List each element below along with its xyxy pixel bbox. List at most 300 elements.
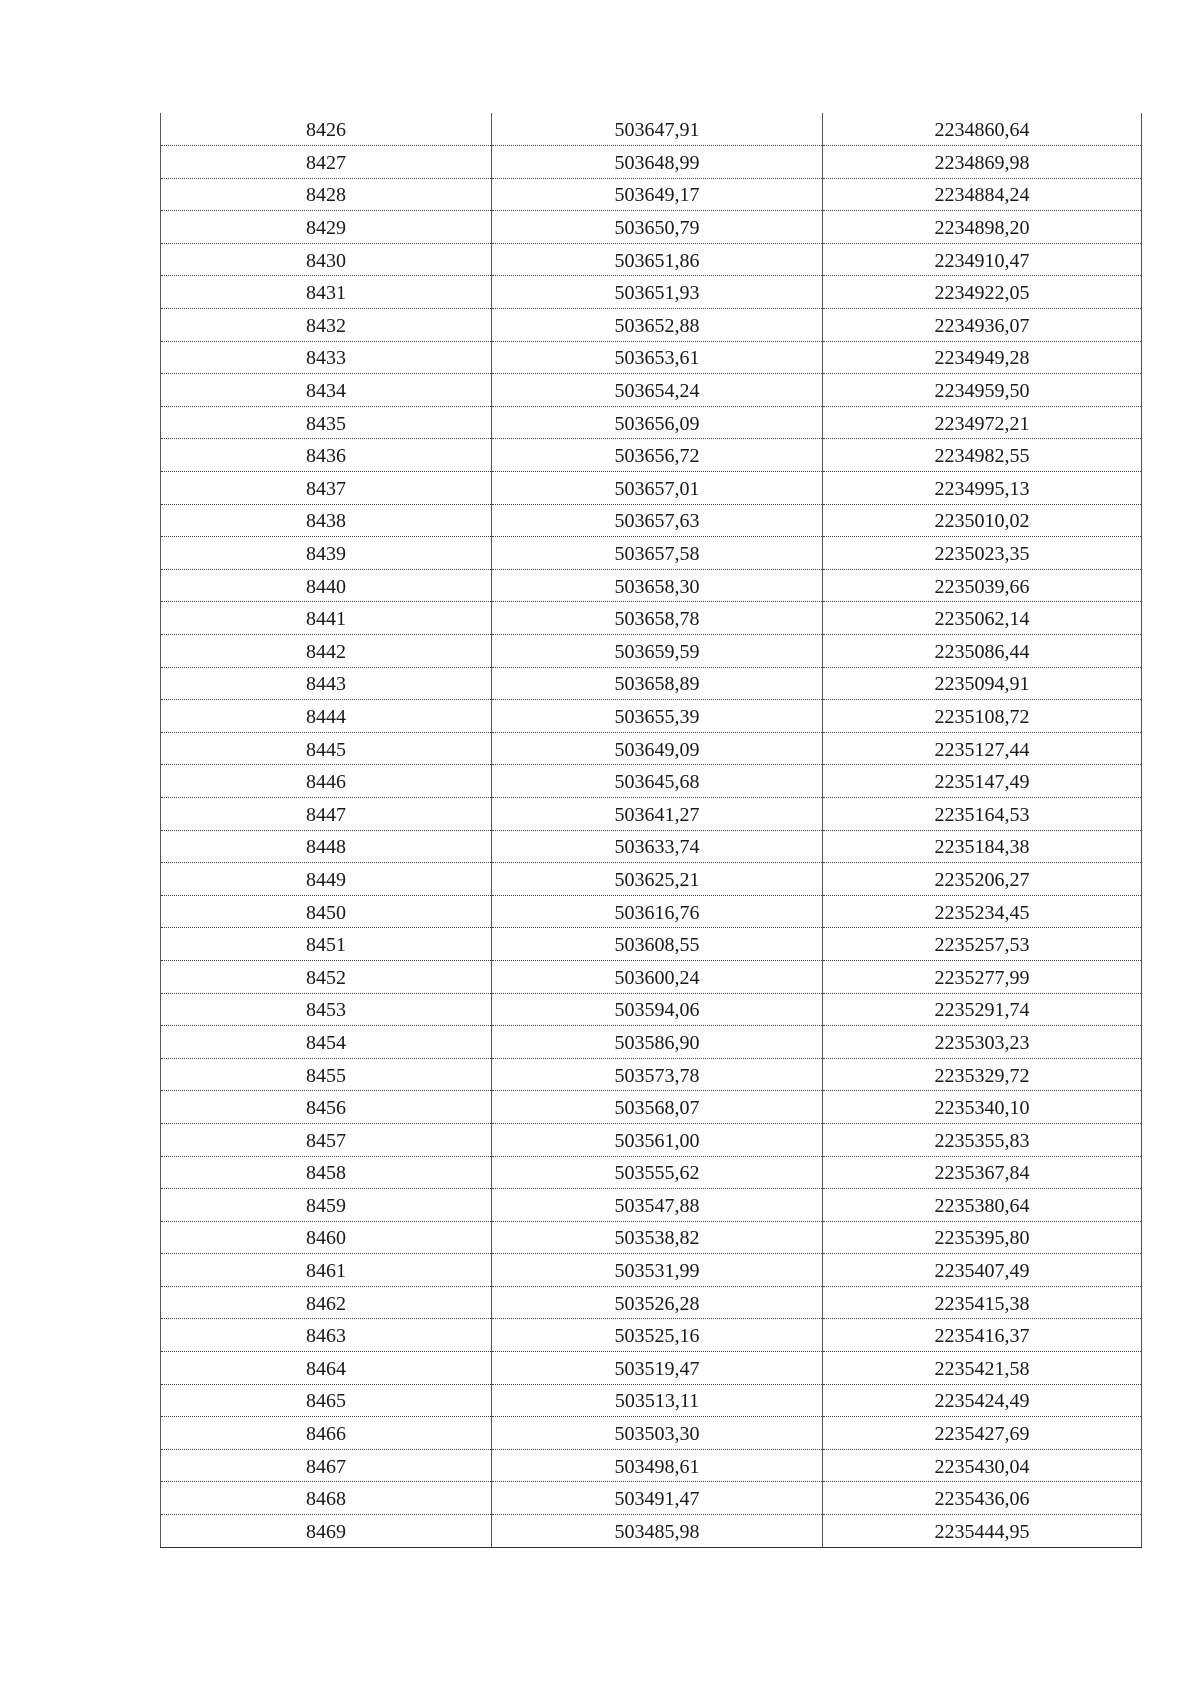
point-number-text: 8469 bbox=[306, 1520, 346, 1543]
x-coordinate-cell bbox=[492, 276, 823, 309]
y-coordinate-text: 2235436,06 bbox=[934, 1488, 1030, 1511]
table-row bbox=[161, 1515, 1142, 1548]
y-coordinate-cell bbox=[823, 374, 1142, 407]
x-coordinate-cell bbox=[492, 1189, 823, 1222]
table-row bbox=[161, 146, 1142, 179]
x-coordinate-cell bbox=[492, 211, 823, 244]
point-number-text: 8435 bbox=[306, 412, 346, 435]
x-coordinate-cell bbox=[492, 635, 823, 668]
x-coordinate-text: 503485,98 bbox=[614, 1520, 700, 1543]
y-coordinate-text: 2234910,47 bbox=[934, 249, 1030, 272]
point-number-cell bbox=[161, 602, 492, 635]
x-coordinate-text: 503658,78 bbox=[614, 608, 700, 631]
point-number-cell bbox=[161, 146, 492, 179]
x-coordinate-cell bbox=[492, 1449, 823, 1482]
y-coordinate-text: 2235367,84 bbox=[934, 1162, 1030, 1185]
table-row bbox=[161, 537, 1142, 570]
table-row bbox=[161, 211, 1142, 244]
x-coordinate-text: 503651,86 bbox=[614, 249, 700, 272]
table-row bbox=[161, 439, 1142, 472]
x-coordinate-text: 503649,09 bbox=[614, 738, 700, 761]
y-coordinate-cell bbox=[823, 569, 1142, 602]
x-coordinate-cell bbox=[492, 1221, 823, 1254]
y-coordinate-cell bbox=[823, 504, 1142, 537]
table-row bbox=[161, 700, 1142, 733]
x-coordinate-cell bbox=[492, 374, 823, 407]
table-row bbox=[161, 1319, 1142, 1352]
y-coordinate-cell bbox=[823, 1156, 1142, 1189]
y-coordinate-text: 2235395,80 bbox=[934, 1227, 1030, 1250]
point-number-cell bbox=[161, 1482, 492, 1515]
y-coordinate-text: 2235147,49 bbox=[934, 771, 1030, 794]
point-number-cell bbox=[161, 1286, 492, 1319]
y-coordinate-cell bbox=[823, 243, 1142, 276]
y-coordinate-cell bbox=[823, 146, 1142, 179]
x-coordinate-cell bbox=[492, 830, 823, 863]
x-coordinate-text: 503647,91 bbox=[614, 119, 700, 142]
y-coordinate-text: 2234972,21 bbox=[934, 412, 1030, 435]
x-coordinate-cell bbox=[492, 1417, 823, 1450]
y-coordinate-cell bbox=[823, 667, 1142, 700]
x-coordinate-text: 503531,99 bbox=[614, 1260, 700, 1283]
y-coordinate-cell bbox=[823, 1352, 1142, 1385]
table-row bbox=[161, 928, 1142, 961]
y-coordinate-cell bbox=[823, 113, 1142, 146]
point-number-text: 8438 bbox=[306, 510, 346, 533]
point-number-cell bbox=[161, 276, 492, 309]
point-number-text: 8447 bbox=[306, 803, 346, 826]
table-row bbox=[161, 1286, 1142, 1319]
y-coordinate-cell bbox=[823, 1319, 1142, 1352]
point-number-text: 8429 bbox=[306, 217, 346, 240]
point-number-text: 8448 bbox=[306, 836, 346, 859]
x-coordinate-text: 503616,76 bbox=[614, 901, 700, 924]
y-coordinate-cell bbox=[823, 178, 1142, 211]
x-coordinate-text: 503656,09 bbox=[614, 412, 700, 435]
point-number-cell bbox=[161, 1058, 492, 1091]
table-row bbox=[161, 765, 1142, 798]
x-coordinate-cell bbox=[492, 341, 823, 374]
x-coordinate-cell bbox=[492, 309, 823, 342]
point-number-text: 8462 bbox=[306, 1292, 346, 1315]
point-number-text: 8436 bbox=[306, 445, 346, 468]
x-coordinate-text: 503600,24 bbox=[614, 966, 700, 989]
y-coordinate-cell bbox=[823, 341, 1142, 374]
x-coordinate-cell bbox=[492, 1026, 823, 1059]
x-coordinate-cell bbox=[492, 178, 823, 211]
point-number-cell bbox=[161, 472, 492, 505]
point-number-cell bbox=[161, 667, 492, 700]
y-coordinate-text: 2235340,10 bbox=[934, 1097, 1030, 1120]
x-coordinate-text: 503525,16 bbox=[614, 1325, 700, 1348]
point-number-text: 8434 bbox=[306, 380, 346, 403]
point-number-cell bbox=[161, 113, 492, 146]
table-row bbox=[161, 1091, 1142, 1124]
table-row bbox=[161, 406, 1142, 439]
point-number-text: 8445 bbox=[306, 738, 346, 761]
x-coordinate-text: 503633,74 bbox=[614, 836, 700, 859]
table-row bbox=[161, 667, 1142, 700]
point-number-cell bbox=[161, 211, 492, 244]
table-row bbox=[161, 895, 1142, 928]
point-number-text: 8430 bbox=[306, 249, 346, 272]
x-coordinate-cell bbox=[492, 1286, 823, 1319]
table-row bbox=[161, 341, 1142, 374]
x-coordinate-text: 503586,90 bbox=[614, 1031, 700, 1054]
coordinates-table bbox=[160, 113, 1142, 1548]
y-coordinate-text: 2235416,37 bbox=[934, 1325, 1030, 1348]
point-number-text: 8468 bbox=[306, 1488, 346, 1511]
point-number-text: 8463 bbox=[306, 1325, 346, 1348]
point-number-text: 8456 bbox=[306, 1097, 346, 1120]
point-number-text: 8440 bbox=[306, 575, 346, 598]
x-coordinate-cell bbox=[492, 1254, 823, 1287]
x-coordinate-text: 503657,63 bbox=[614, 510, 700, 533]
x-coordinate-cell bbox=[492, 504, 823, 537]
point-number-cell bbox=[161, 928, 492, 961]
y-coordinate-text: 2235206,27 bbox=[934, 868, 1030, 891]
x-coordinate-text: 503561,00 bbox=[614, 1129, 700, 1152]
table-row bbox=[161, 569, 1142, 602]
point-number-cell bbox=[161, 635, 492, 668]
x-coordinate-text: 503654,24 bbox=[614, 380, 700, 403]
point-number-cell bbox=[161, 1123, 492, 1156]
x-coordinate-text: 503568,07 bbox=[614, 1097, 700, 1120]
y-coordinate-text: 2235164,53 bbox=[934, 803, 1030, 826]
y-coordinate-text: 2234995,13 bbox=[934, 477, 1030, 500]
point-number-text: 8464 bbox=[306, 1357, 346, 1380]
point-number-text: 8465 bbox=[306, 1390, 346, 1413]
point-number-cell bbox=[161, 178, 492, 211]
y-coordinate-cell bbox=[823, 830, 1142, 863]
table-row bbox=[161, 1449, 1142, 1482]
y-coordinate-text: 2235234,45 bbox=[934, 901, 1030, 924]
table-row bbox=[161, 960, 1142, 993]
table-row bbox=[161, 1482, 1142, 1515]
x-coordinate-text: 503657,01 bbox=[614, 477, 700, 500]
x-coordinate-cell bbox=[492, 1091, 823, 1124]
point-number-text: 8437 bbox=[306, 477, 346, 500]
table-row bbox=[161, 797, 1142, 830]
point-number-text: 8431 bbox=[306, 282, 346, 305]
y-coordinate-cell bbox=[823, 1449, 1142, 1482]
y-coordinate-cell bbox=[823, 276, 1142, 309]
x-coordinate-cell bbox=[492, 472, 823, 505]
point-number-text: 8444 bbox=[306, 705, 346, 728]
y-coordinate-text: 2235127,44 bbox=[934, 738, 1030, 761]
table-row bbox=[161, 993, 1142, 1026]
point-number-text: 8441 bbox=[306, 608, 346, 631]
y-coordinate-text: 2235415,38 bbox=[934, 1292, 1030, 1315]
table-row bbox=[161, 830, 1142, 863]
table-row bbox=[161, 113, 1142, 146]
table-row bbox=[161, 243, 1142, 276]
point-number-cell bbox=[161, 569, 492, 602]
point-number-cell bbox=[161, 341, 492, 374]
point-number-cell bbox=[161, 1384, 492, 1417]
x-coordinate-text: 503658,89 bbox=[614, 673, 700, 696]
x-coordinate-text: 503649,17 bbox=[614, 184, 700, 207]
point-number-text: 8439 bbox=[306, 543, 346, 566]
point-number-text: 8457 bbox=[306, 1129, 346, 1152]
point-number-cell bbox=[161, 1515, 492, 1548]
x-coordinate-text: 503652,88 bbox=[614, 314, 700, 337]
y-coordinate-text: 2235303,23 bbox=[934, 1031, 1030, 1054]
x-coordinate-cell bbox=[492, 960, 823, 993]
point-number-text: 8467 bbox=[306, 1455, 346, 1478]
x-coordinate-cell bbox=[492, 406, 823, 439]
x-coordinate-text: 503526,28 bbox=[614, 1292, 700, 1315]
point-number-cell bbox=[161, 309, 492, 342]
point-number-text: 8452 bbox=[306, 966, 346, 989]
x-coordinate-cell bbox=[492, 113, 823, 146]
y-coordinate-text: 2235094,91 bbox=[934, 673, 1030, 696]
point-number-text: 8454 bbox=[306, 1031, 346, 1054]
point-number-cell bbox=[161, 1449, 492, 1482]
y-coordinate-text: 2235086,44 bbox=[934, 640, 1030, 663]
point-number-cell bbox=[161, 765, 492, 798]
point-number-text: 8428 bbox=[306, 184, 346, 207]
y-coordinate-text: 2234884,24 bbox=[934, 184, 1030, 207]
x-coordinate-cell bbox=[492, 765, 823, 798]
point-number-text: 8432 bbox=[306, 314, 346, 337]
point-number-cell bbox=[161, 439, 492, 472]
table-row bbox=[161, 178, 1142, 211]
x-coordinate-text: 503625,21 bbox=[614, 868, 700, 891]
y-coordinate-text: 2235355,83 bbox=[934, 1129, 1030, 1152]
y-coordinate-text: 2234936,07 bbox=[934, 314, 1030, 337]
point-number-text: 8460 bbox=[306, 1227, 346, 1250]
x-coordinate-text: 503608,55 bbox=[614, 934, 700, 957]
point-number-cell bbox=[161, 1254, 492, 1287]
x-coordinate-text: 503657,58 bbox=[614, 543, 700, 566]
y-coordinate-cell bbox=[823, 472, 1142, 505]
y-coordinate-cell bbox=[823, 700, 1142, 733]
point-number-text: 8443 bbox=[306, 673, 346, 696]
point-number-cell bbox=[161, 1417, 492, 1450]
table-row bbox=[161, 276, 1142, 309]
table-row bbox=[161, 1384, 1142, 1417]
x-coordinate-cell bbox=[492, 732, 823, 765]
x-coordinate-cell bbox=[492, 667, 823, 700]
point-number-cell bbox=[161, 797, 492, 830]
point-number-text: 8433 bbox=[306, 347, 346, 370]
y-coordinate-text: 2235407,49 bbox=[934, 1260, 1030, 1283]
x-coordinate-cell bbox=[492, 1058, 823, 1091]
point-number-cell bbox=[161, 863, 492, 896]
x-coordinate-text: 503547,88 bbox=[614, 1194, 700, 1217]
y-coordinate-text: 2235291,74 bbox=[934, 999, 1030, 1022]
x-coordinate-cell bbox=[492, 1352, 823, 1385]
y-coordinate-text: 2235277,99 bbox=[934, 966, 1030, 989]
y-coordinate-text: 2235427,69 bbox=[934, 1423, 1030, 1446]
table-row bbox=[161, 1156, 1142, 1189]
table-row bbox=[161, 504, 1142, 537]
y-coordinate-text: 2235257,53 bbox=[934, 934, 1030, 957]
y-coordinate-cell bbox=[823, 1026, 1142, 1059]
y-coordinate-cell bbox=[823, 602, 1142, 635]
point-number-text: 8453 bbox=[306, 999, 346, 1022]
point-number-cell bbox=[161, 1156, 492, 1189]
y-coordinate-cell bbox=[823, 1221, 1142, 1254]
x-coordinate-text: 503648,99 bbox=[614, 151, 700, 174]
table-row bbox=[161, 732, 1142, 765]
y-coordinate-cell bbox=[823, 1189, 1142, 1222]
x-coordinate-text: 503651,93 bbox=[614, 282, 700, 305]
y-coordinate-cell bbox=[823, 1482, 1142, 1515]
point-number-cell bbox=[161, 960, 492, 993]
x-coordinate-text: 503659,59 bbox=[614, 640, 700, 663]
y-coordinate-cell bbox=[823, 863, 1142, 896]
table-row bbox=[161, 472, 1142, 505]
x-coordinate-text: 503656,72 bbox=[614, 445, 700, 468]
point-number-cell bbox=[161, 1026, 492, 1059]
x-coordinate-cell bbox=[492, 1156, 823, 1189]
y-coordinate-text: 2235380,64 bbox=[934, 1194, 1030, 1217]
y-coordinate-cell bbox=[823, 1515, 1142, 1548]
x-coordinate-cell bbox=[492, 797, 823, 830]
y-coordinate-cell bbox=[823, 439, 1142, 472]
point-number-cell bbox=[161, 700, 492, 733]
table-row bbox=[161, 1058, 1142, 1091]
point-number-text: 8442 bbox=[306, 640, 346, 663]
y-coordinate-cell bbox=[823, 960, 1142, 993]
table-row bbox=[161, 863, 1142, 896]
y-coordinate-cell bbox=[823, 211, 1142, 244]
point-number-text: 8449 bbox=[306, 868, 346, 891]
x-coordinate-text: 503645,68 bbox=[614, 771, 700, 794]
x-coordinate-cell bbox=[492, 439, 823, 472]
table-row bbox=[161, 309, 1142, 342]
point-number-cell bbox=[161, 406, 492, 439]
point-number-cell bbox=[161, 1352, 492, 1385]
x-coordinate-cell bbox=[492, 1515, 823, 1548]
x-coordinate-cell bbox=[492, 895, 823, 928]
point-number-text: 8427 bbox=[306, 151, 346, 174]
table-row bbox=[161, 602, 1142, 635]
point-number-cell bbox=[161, 374, 492, 407]
y-coordinate-text: 2234949,28 bbox=[934, 347, 1030, 370]
y-coordinate-cell bbox=[823, 1286, 1142, 1319]
y-coordinate-cell bbox=[823, 928, 1142, 961]
x-coordinate-cell bbox=[492, 1319, 823, 1352]
y-coordinate-text: 2234922,05 bbox=[934, 282, 1030, 305]
x-coordinate-text: 503650,79 bbox=[614, 217, 700, 240]
x-coordinate-text: 503573,78 bbox=[614, 1064, 700, 1087]
y-coordinate-cell bbox=[823, 1091, 1142, 1124]
y-coordinate-cell bbox=[823, 1123, 1142, 1156]
table-row bbox=[161, 1026, 1142, 1059]
y-coordinate-text: 2235062,14 bbox=[934, 608, 1030, 631]
table-row bbox=[161, 1352, 1142, 1385]
point-number-text: 8459 bbox=[306, 1194, 346, 1217]
point-number-cell bbox=[161, 504, 492, 537]
point-number-cell bbox=[161, 537, 492, 570]
y-coordinate-text: 2235329,72 bbox=[934, 1064, 1030, 1087]
table-row bbox=[161, 1189, 1142, 1222]
x-coordinate-cell bbox=[492, 569, 823, 602]
point-number-text: 8451 bbox=[306, 934, 346, 957]
y-coordinate-text: 2235184,38 bbox=[934, 836, 1030, 859]
point-number-cell bbox=[161, 1319, 492, 1352]
y-coordinate-text: 2235010,02 bbox=[934, 510, 1030, 533]
y-coordinate-text: 2234959,50 bbox=[934, 380, 1030, 403]
x-coordinate-text: 503641,27 bbox=[614, 803, 700, 826]
y-coordinate-text: 2235430,04 bbox=[934, 1455, 1030, 1478]
x-coordinate-text: 503519,47 bbox=[614, 1357, 700, 1380]
y-coordinate-text: 2235108,72 bbox=[934, 705, 1030, 728]
y-coordinate-text: 2234869,98 bbox=[934, 151, 1030, 174]
y-coordinate-text: 2235444,95 bbox=[934, 1520, 1030, 1543]
x-coordinate-cell bbox=[492, 146, 823, 179]
x-coordinate-text: 503503,30 bbox=[614, 1423, 700, 1446]
x-coordinate-text: 503658,30 bbox=[614, 575, 700, 598]
x-coordinate-cell bbox=[492, 243, 823, 276]
x-coordinate-text: 503655,39 bbox=[614, 705, 700, 728]
y-coordinate-text: 2235421,58 bbox=[934, 1357, 1030, 1380]
point-number-cell bbox=[161, 1189, 492, 1222]
x-coordinate-cell bbox=[492, 602, 823, 635]
x-coordinate-cell bbox=[492, 1123, 823, 1156]
point-number-cell bbox=[161, 732, 492, 765]
x-coordinate-cell bbox=[492, 993, 823, 1026]
point-number-cell bbox=[161, 1091, 492, 1124]
table-row bbox=[161, 1417, 1142, 1450]
y-coordinate-cell bbox=[823, 1417, 1142, 1450]
coordinates-table-body bbox=[161, 113, 1142, 1547]
x-coordinate-text: 503538,82 bbox=[614, 1227, 700, 1250]
x-coordinate-text: 503594,06 bbox=[614, 999, 700, 1022]
y-coordinate-cell bbox=[823, 635, 1142, 668]
y-coordinate-cell bbox=[823, 765, 1142, 798]
point-number-text: 8461 bbox=[306, 1260, 346, 1283]
point-number-cell bbox=[161, 993, 492, 1026]
table-row bbox=[161, 1221, 1142, 1254]
y-coordinate-cell bbox=[823, 406, 1142, 439]
y-coordinate-text: 2234860,64 bbox=[934, 119, 1030, 142]
x-coordinate-cell bbox=[492, 1384, 823, 1417]
point-number-text: 8455 bbox=[306, 1064, 346, 1087]
y-coordinate-cell bbox=[823, 1384, 1142, 1417]
table-row bbox=[161, 635, 1142, 668]
x-coordinate-cell bbox=[492, 700, 823, 733]
x-coordinate-text: 503513,11 bbox=[614, 1390, 700, 1413]
x-coordinate-text: 503653,61 bbox=[614, 347, 700, 370]
x-coordinate-cell bbox=[492, 928, 823, 961]
y-coordinate-cell bbox=[823, 993, 1142, 1026]
y-coordinate-text: 2235023,35 bbox=[934, 543, 1030, 566]
x-coordinate-text: 503491,47 bbox=[614, 1488, 700, 1511]
x-coordinate-text: 503498,61 bbox=[614, 1455, 700, 1478]
y-coordinate-text: 2234898,20 bbox=[934, 217, 1030, 240]
y-coordinate-text: 2234982,55 bbox=[934, 445, 1030, 468]
point-number-text: 8450 bbox=[306, 901, 346, 924]
y-coordinate-cell bbox=[823, 895, 1142, 928]
y-coordinate-cell bbox=[823, 1058, 1142, 1091]
point-number-text: 8426 bbox=[306, 119, 346, 142]
x-coordinate-cell bbox=[492, 863, 823, 896]
point-number-text: 8466 bbox=[306, 1423, 346, 1446]
table-row bbox=[161, 1123, 1142, 1156]
y-coordinate-cell bbox=[823, 797, 1142, 830]
y-coordinate-cell bbox=[823, 1254, 1142, 1287]
point-number-cell bbox=[161, 830, 492, 863]
point-number-cell bbox=[161, 243, 492, 276]
y-coordinate-cell bbox=[823, 309, 1142, 342]
x-coordinate-cell bbox=[492, 537, 823, 570]
y-coordinate-text: 2235039,66 bbox=[934, 575, 1030, 598]
table-row bbox=[161, 1254, 1142, 1287]
